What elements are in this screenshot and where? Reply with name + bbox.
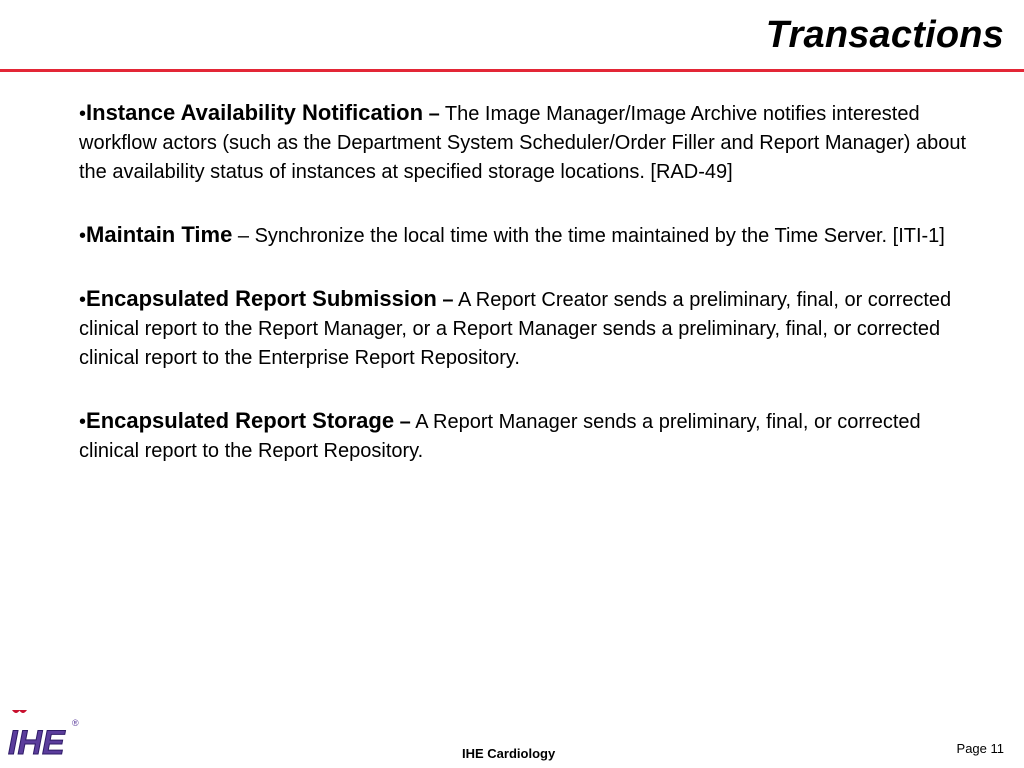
bullet-icon: •: [79, 225, 87, 247]
page-number: Page 11: [956, 741, 1004, 756]
bullet-item-report-submission: [79, 284, 969, 373]
slide-title: Transactions: [765, 14, 1004, 56]
bullet-dash: –: [428, 103, 440, 125]
bullet-dash: –: [442, 289, 454, 311]
bullet-description: A Report Creator sends a preliminary, final, or corrected clinical report to the Report Manager, or a Report Manager sends a preliminary, final, or corrected clinical report to the Enterprise Report Repository.: [79, 289, 952, 369]
bullet-dash: –: [237, 225, 249, 247]
bullet-term: Instance Availability Notification: [86, 100, 424, 125]
bullet-dash: –: [399, 411, 411, 433]
bullet-icon: •: [79, 103, 87, 125]
bullet-item-maintain-time: [79, 220, 969, 251]
bullet-item-instance-availability: [79, 98, 969, 187]
bullet-item-report-storage: [79, 406, 969, 466]
bullet-term: Maintain Time: [86, 222, 233, 247]
bullet-icon: •: [79, 289, 87, 311]
bullet-icon: •: [79, 411, 87, 433]
bullet-description: The Image Manager/Image Archive notifies interested workflow actors (such as the Department System Scheduler/Order Filler and Report Manager) about the availability status of instances at specified storage locations. [RAD-49]: [79, 103, 967, 183]
title-divider: [0, 69, 1024, 72]
logo-mark-icon: [12, 710, 27, 713]
logo-registered-mark: ®: [72, 718, 79, 728]
bullet-description: Synchronize the local time with the time maintained by the Time Server. [ITI-1]: [254, 225, 945, 247]
ihe-logo: [6, 708, 82, 763]
bullet-description: A Report Manager sends a preliminary, final, or corrected clinical report to the Report Repository.: [79, 411, 921, 462]
bullet-term: Encapsulated Report Submission: [86, 286, 437, 311]
bullet-list: [79, 98, 969, 499]
footer-center-text: IHE Cardiology: [462, 746, 556, 761]
bullet-term: Encapsulated Report Storage: [86, 408, 395, 433]
logo-text: IHE: [8, 724, 65, 762]
